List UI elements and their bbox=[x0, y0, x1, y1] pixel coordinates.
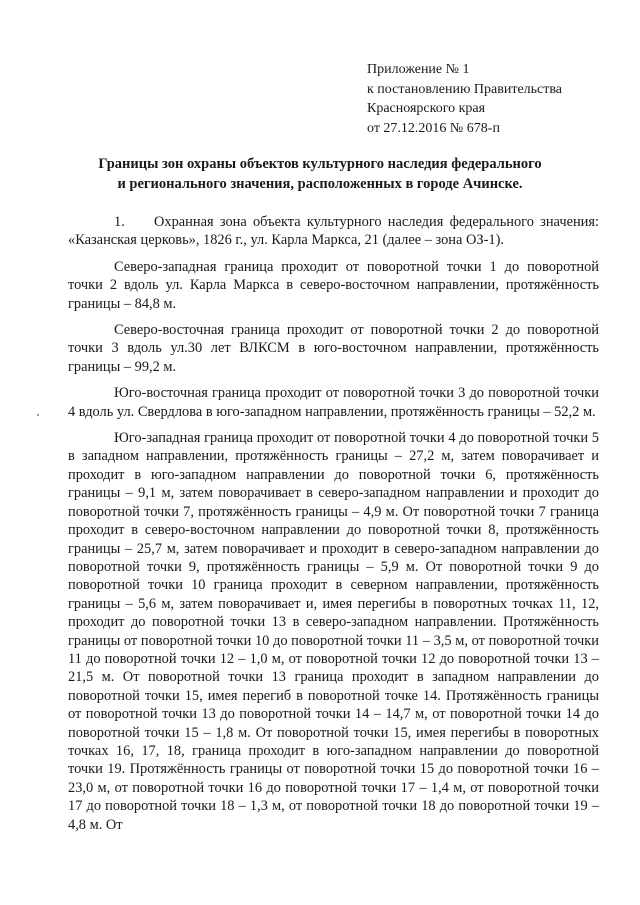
paragraph-2: Северо-западная граница проходит от поворотной точки 1 до поворотной точки 2 вдоль ул. Карла Маркса в северо-восточном направлении, протяжённость границы – 84,8 м. bbox=[68, 258, 599, 312]
paragraph-4: Юго-восточная граница проходит от поворотной точки 3 до поворотной точки 4 вдоль ул. Свердлова в юго-западном направлении, протяжённость границы – 52,2 м. bbox=[68, 385, 599, 420]
appendix-line: Красноярского края bbox=[367, 101, 486, 116]
document-title bbox=[60, 155, 580, 194]
document-body bbox=[68, 213, 599, 834]
title-line: Границы зон охраны объектов культурного наследия федерального bbox=[98, 156, 542, 172]
appendix-line: от 27.12.2016 № 678-п bbox=[367, 120, 500, 136]
paragraph-3: Северо-восточная граница проходит от поворотной точки 2 до поворотной точки 3 вдоль ул.30 лет ВЛКСМ в юго-восточном направлении, протяжённость границы – 99,2 м. bbox=[68, 322, 599, 375]
paragraph-1 bbox=[68, 213, 599, 250]
paragraph-5: Юго-западная граница проходит от поворотной точки 4 до поворотной точки 5 в западном направлении, протяжённость границы – 27,2 м, затем поворачивает и проходит в юго-западном направлении до поворотной точки 6, протяжённость границы – 9,1 м, затем поворачивает в северо-западном направлении и проходит до поворотной точки 7, протяжённость границы – 4,9 м. От поворотной точки 7 граница проходит в северо-восточном направлении до поворотной точки 8, протяжённость границы – 25,7 м, затем поворачивает и проходит в северо-западном направлении до поворотной точки 9, протяжённость границы – 5,9 м. От поворотной точки 9 до поворотной точки 10 граница проходит в северном направлении, протяжённость границы – 5,6 м, затем поворачивает и, имея перегибы в поворотных точках 11, 12, проходит до поворотной точки 13 в северо-западном направлении. Протяжённость границы от поворотной точки 10 до поворотной точки 11 – 3,5 м, от поворотной точки 11 до поворотной точки 12 – 1,0 м, от поворотной точки 12 до поворотной точки 13 – 21,5 м. От поворотной точки 13 граница проходит в западном направлении до поворотной точки 15, имея перегиб в поворотной точке 14. Протяжённость границы от поворотной точки 13 до поворотной точки 14 – 14,7 м, от поворотной точки 14 до поворотной точки 15 – 1,8 м. От поворотной точки 15, имея перегибы в поворотных точках 16, 17, 18, граница проходит в юго-западном направлении до поворотной точки 19. Протяжённость границы от поворотной точки 15 до поворотной точки 16 – 23,0 м, от поворотной точки 16 до поворотной точки 17 – 1,4 м, от поворотной точки 17 до поворотной точки 18 – 1,3 м, от поворотной точки 18 до поворотной точки 19 – 4,8 м. От bbox=[68, 430, 599, 833]
paragraph-number: 1. bbox=[114, 214, 125, 230]
appendix-line: к постановлению Правительства bbox=[367, 81, 563, 97]
appendix-block bbox=[367, 60, 562, 138]
title-line: и регионального значения, расположенных в городе Ачинске. bbox=[117, 175, 523, 192]
appendix-line: Приложение № 1 bbox=[367, 62, 470, 77]
scan-speck bbox=[37, 414, 39, 416]
paragraph-text: Охранная зона объекта культурного наследия федерального значения: «Казанская церковь», 1826 г., ул. Карла Маркса, 21 (далее – зона ОЗ-1). bbox=[68, 214, 599, 249]
